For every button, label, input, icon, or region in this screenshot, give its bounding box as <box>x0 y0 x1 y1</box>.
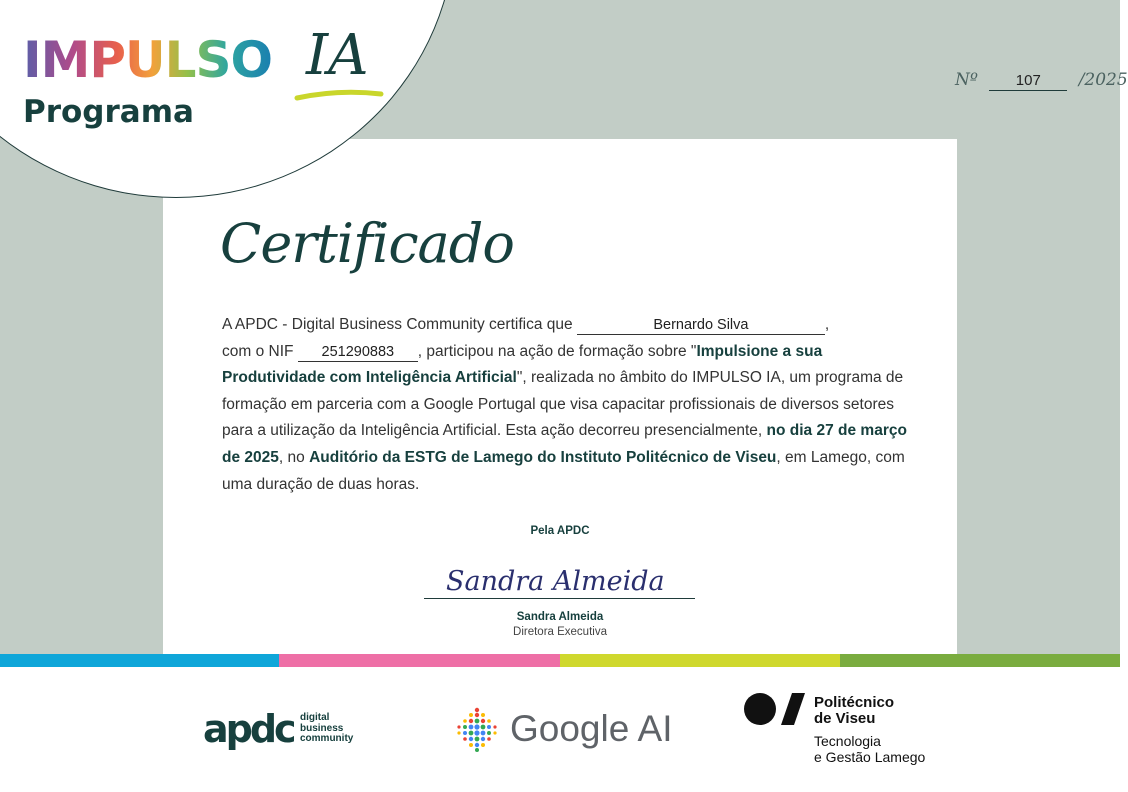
body-part1: A APDC - Digital Business Community certifica que <box>222 316 577 333</box>
apdc-tagline <box>300 713 353 745</box>
event-place: Auditório da ESTG de Lamego do Instituto Politécnico de Viseu <box>309 448 777 466</box>
certificate-body <box>222 312 912 498</box>
politecnico-sub-2: e Gestão Lamego <box>814 749 926 765</box>
google-ai-wordmark: Google AI <box>510 708 673 749</box>
apdc-tagline-3: community <box>300 733 354 744</box>
body-part5: ", realizada no âmbito do IMPULSO IA, um programa de formação em parceria com a Google Portugal que visa capacitar profissionais de diversos setores para a utilização da Inteligência Artificial. Esta ação decorreu presencialmente, <box>222 369 904 440</box>
event-date: no dia 27 de março de 2025 <box>222 422 907 466</box>
politecnico-name-1: Politécnico <box>814 694 895 711</box>
signer-name: Sandra Almeida <box>516 611 604 623</box>
logo-ia: IA <box>306 23 369 88</box>
certificate-title: Certificado <box>220 212 514 275</box>
course-name: Impulsione a sua Produtividade com Inteligência Artificial <box>222 342 823 387</box>
logo-swoosh-icon <box>295 88 385 102</box>
body-part3: com o NIF <box>222 342 298 360</box>
number-value: 107 <box>989 72 1067 91</box>
handwritten-signature <box>424 560 695 600</box>
body-part2: , <box>824 316 830 333</box>
politecnico-school <box>814 733 925 765</box>
signature-by: Pela APDC <box>530 525 590 537</box>
signature-line <box>424 598 695 599</box>
stripe-blue <box>0 654 279 667</box>
politecnico-name-2: de Viseu <box>814 710 876 727</box>
body-part4: , participou na ação de formação sobre " <box>417 342 697 360</box>
apdc-tagline-2: business <box>300 722 344 734</box>
apdc-tagline-1: digital <box>300 712 330 723</box>
recipient-name: Bernardo Silva <box>577 316 825 335</box>
stripe-yellow <box>560 654 840 667</box>
number-suffix: /2025 <box>1078 70 1128 90</box>
certificate-number <box>955 70 1128 91</box>
body-part7: , em Lamego, com uma duração de duas horas. <box>222 448 905 493</box>
number-prefix: Nº <box>955 70 978 90</box>
signature-script: Sandra Almeida <box>446 566 665 597</box>
politecnico-name <box>814 695 894 727</box>
logo-word: IMPULSO <box>23 31 272 89</box>
politecnico-mark-icon <box>744 692 806 726</box>
logo-subtitle: Programa <box>23 94 194 130</box>
apdc-mark: apdc <box>203 707 294 751</box>
stripe-pink <box>279 654 560 667</box>
apdc-logo-icon <box>203 708 298 754</box>
politecnico-sub-1: Tecnologia <box>814 733 881 749</box>
google-ai-dots-icon <box>455 707 499 753</box>
signer-role: Diretora Executiva <box>513 626 607 638</box>
recipient-nif: 251290883 <box>298 343 418 362</box>
body-part6: , no <box>278 448 310 466</box>
impulso-ia-logo <box>23 23 369 130</box>
stripe-green <box>840 654 1120 667</box>
